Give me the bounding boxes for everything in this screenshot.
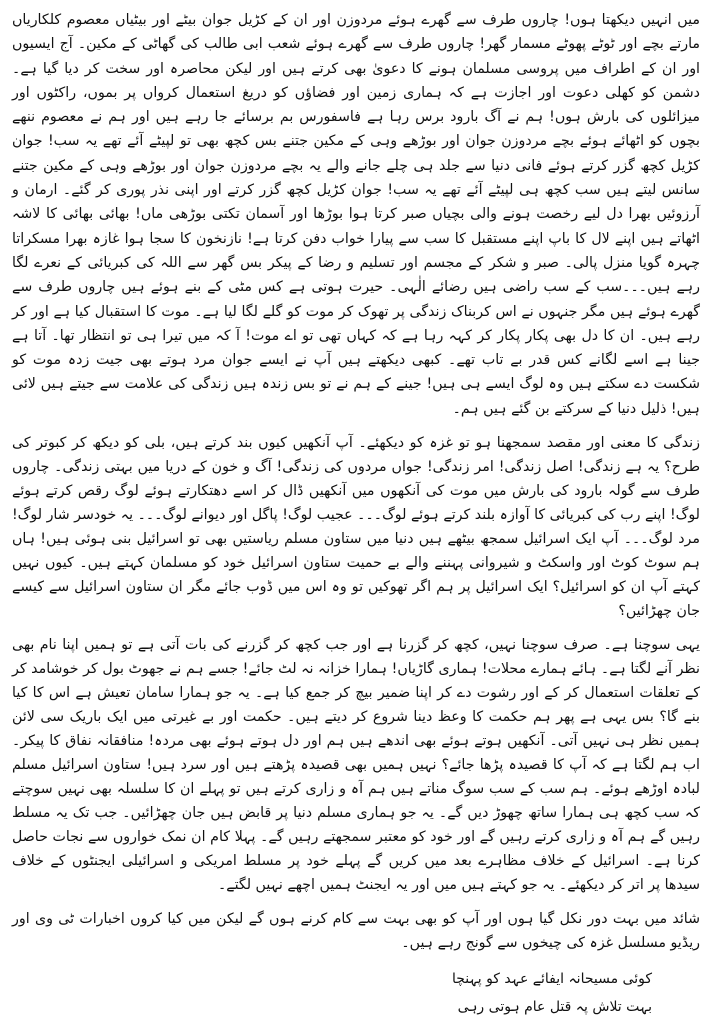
article-paragraph-4: شائد میں بہت دور نکل گیا ہوں اور آپ کو بھی بہت سے کام کرنے ہوں گے لیکن میں کیا کروں اخبارات ٹی وی اور ریڈیو مسلسل غزہ کی چیخوں سے گونج رہے ہیں۔: [12, 911, 700, 952]
closing-poem: [12, 965, 700, 1021]
article-paragraph-2: زندگی کا معنی اور مقصد سمجھنا ہو تو غزہ کو دیکھئے۔ آپ آنکھیں کیوں بند کرتے ہیں، بلی کو دیکھ کر کبوتر کی طرح؟ یہ ہے زندگی! اصل زندگی! امر زندگی! جواں مردوں کی زندگی! آگ و خون کے دریا میں بہتی زندگی۔ چاروں طرف سے گولہ بارود کی بارش میں موت کی آنکھوں میں آنکھیں ڈال کر اسے دھتکارتے ہوئے لوگ رقص کرتے ہوئے لوگ! اپنے رب کی کبریائی کا آوازہ بلند کرتے ہوئے لوگ۔۔۔ عجیب لوگ! پاگل اور دیوانے لوگ۔۔۔ یہ خودسر شار لوگ! مرد لوگ۔۔۔ آپ ایک اسرائیل سمجھ بیٹھے ہیں دنیا میں ستاون مسلم ریاستیں بھی تو اسرائیل بنی ہوئی ہیں! ہاں ہم سوٹ کوٹ اور واسکٹ و شیروانی پہننے والے بے حمیت ستاون اسرائیل خود کو مسلمان کہتے ہیں۔ کیوں نہیں کہتے آپ ان کو اسرائیل؟ ایک اسرائیل پر ہم اگر تھوکیں تو وہ اس میں ڈوب جائے مگر ان ستاون اسرائیل سے کیسے جان چھڑائیں؟: [12, 435, 700, 620]
article-paragraph-1: میں انہیں دیکھتا ہوں! چاروں طرف سے گھرے ہوئے مردوزن اور ان کے کڑیل جوان بیٹے اور بیٹیاں معصوم کلکاریاں مارتے بچے اور ٹوٹے پھوٹے مسمار گھر! چاروں طرف سے گھرے ہوئے شعب ابی طالب کی گھاٹی کے مکین۔ آج ایسیوں اور ان کے اطراف میں پروسی مسلمان ہونے کا دعویٰ بھی کرتے ہیں اور لیکن محاصرہ اور سخت کر دیا گیا ہے۔ دشمن کو کھلی دعوت اور اجازت ہے کہ ہماری زمین اور فضاؤں کو دریغ استعمال کرواں پر بموں، راکٹوں اور میزائلوں کی بارش ہوں! ہم نے آگ بارود برس رہا ہے فاسفورس بم برسائے جا رہے ہیں اور ہم نے معصوم ننھے بچوں کو اٹھائے ہوئے بچے مردوزن جوان اور بوڑھے وہی کے مکین جتنے بس کچھ بھی تو لپیٹے آئے تھے یہ سب! جوان کڑیل کچھ گزر کرتے ہوئے فانی دنیا سے جلد ہی چلے جانے والے یہ بچے مردوزن جوان اور بوڑھے وہی کے مکین جتنے سانس لیتے ہیں سب کچھ ہی لپیٹے آئے تھے یہ سب! جوان کڑیل کچھ گزر کرتے اور اپنی نذر پوری کر گئے۔ ارمان و آرزوئیں بھرا دل لیے رخصت ہونے والی بچیاں صبر کرتا ہوا بوڑھا اور آسمان تکتی بوڑھی ماں! بھائی بھائی کا لاشہ اٹھاتے ہیں اپنے لال کا باپ اپنے مستقبل کا سب سے پیارا خواب دفن کرتا ہے! نازنخون کا سجا ہوا غازہ بھرا مسکراتا چہرہ گویا منزل پالی۔ صبر و شکر کے مجسم اور تسلیم و رضا کے پیکر بس گھر سے اللہ کی کبریائی کے نعرے لگا رہے ہیں۔۔۔سب کے سب راضی ہیں رضائے الٰہی۔ حیرت ہوتی ہے کس مٹی کے بنے ہوئے ہیں چاروں طرف سے گھرے ہوئے ہیں مگر جنہوں نے اس کربناک زندگی پر تھوک کر موت کو گلے لگا لیا ہے۔ موت کا استقبال کیا ہے اور کر رہے ہیں۔ ان کا دل بھی پکار پکار کر کہہ رہا ہے کہ کہاں تھی تو اے موت! آ کہ میں تیرا ہی تو انتظار تھا۔ آتا ہے جینا ہے اسے لگانے کس قدر بے تاب تھے۔ کبھی دیکھتے ہیں آپ نے ایسے جوان مرد ہوتے بھی جیت زدہ موت کو شکست دے سکتے ہیں وہ لوگ ایسے ہی ہیں! جینے کے ہم نے تو بس زندہ ہیں زندگی کی علامت سے جیتے ہیں لائی ہیں! ذلیل دنیا کے سرکتے بن گئے ہیں ہم۔: [12, 12, 700, 417]
article-paragraph-3: یہی سوچنا ہے۔ صرف سوچنا نہیں، کچھ کر گزرنا ہے اور جب کچھ کر گزرنے کی بات آتی ہے تو ہمیں اپنا نام بھی نظر آنے لگتا ہے۔ ہائے ہمارے محلات! ہماری گاڑیاں! ہمارا خزانہ نہ لٹ جائے! جسے ہم نے جھوٹ بول کر خوشامد کر کے تعلقات استعمال کر کے اور رشوت دے کر اپنا ضمیر بیچ کر جمع کیا ہے۔ یہ جو ہمارا سامان تعیش ہے اس کا کیا بنے گا؟ بس یہی ہے پھر ہم حکمت کا وعظ دینا شروع کر دیتے ہیں۔ حکمت اور بے غیرتی میں ایک باریک سی لائن ہمیں نظر ہی نہیں آتی۔ آنکھیں ہوتے ہوئے بھی اندھے ہیں ہم اور دل ہوتے ہوئے بھی مردہ! منافقانہ نفاق کا پیکر۔ اب ہم لگتا ہے کہ آپ کا قصیدہ پڑھا جائے؟ نہیں ہمیں بھی قصیدہ پڑھتے ہیں اور سرد ہیں! ستاون اسرائیل مسلم لبادہ اوڑھے ہوئے۔ ہم سب کے سب سوگ مناتے ہیں ہم آہ و زاری کرتے ہیں تو پہلے ان کا سلسلہ بھی نہیں سوچتے کہ سب کچھ ہی ہمارا ساتھ چھوڑ دیں گے۔ یہ جو ہماری مسلم دنیا پر قابض ہیں جان چھڑائیں۔ جب تک یہ مسلط رہیں گے ہم آہ و زاری کرتے رہیں گے اور خود کو معتبر سمجھتے رہیں گے۔ پہلا کام ان نمک خواروں سے نجات حاصل کرنا ہے۔ اسرائیل کے خلاف مظاہرے بعد میں کریں گے پہلے خود پر مسلط امریکی و اسرائیلی ایجنٹوں کے خلاف سیدھا پر اتر کر دیکھئے۔ یہ جو کہتے ہیں میں اور یہ ایجنٹ ہمیں اچھے نہیں لگتے۔: [12, 637, 700, 894]
poem-line-1: کوئی مسیحانہ ایفائے عہد کو پہنچا: [452, 971, 652, 988]
poem-line-2: بہت تلاش پہ قتل عام ہوتی رہی: [457, 999, 652, 1016]
